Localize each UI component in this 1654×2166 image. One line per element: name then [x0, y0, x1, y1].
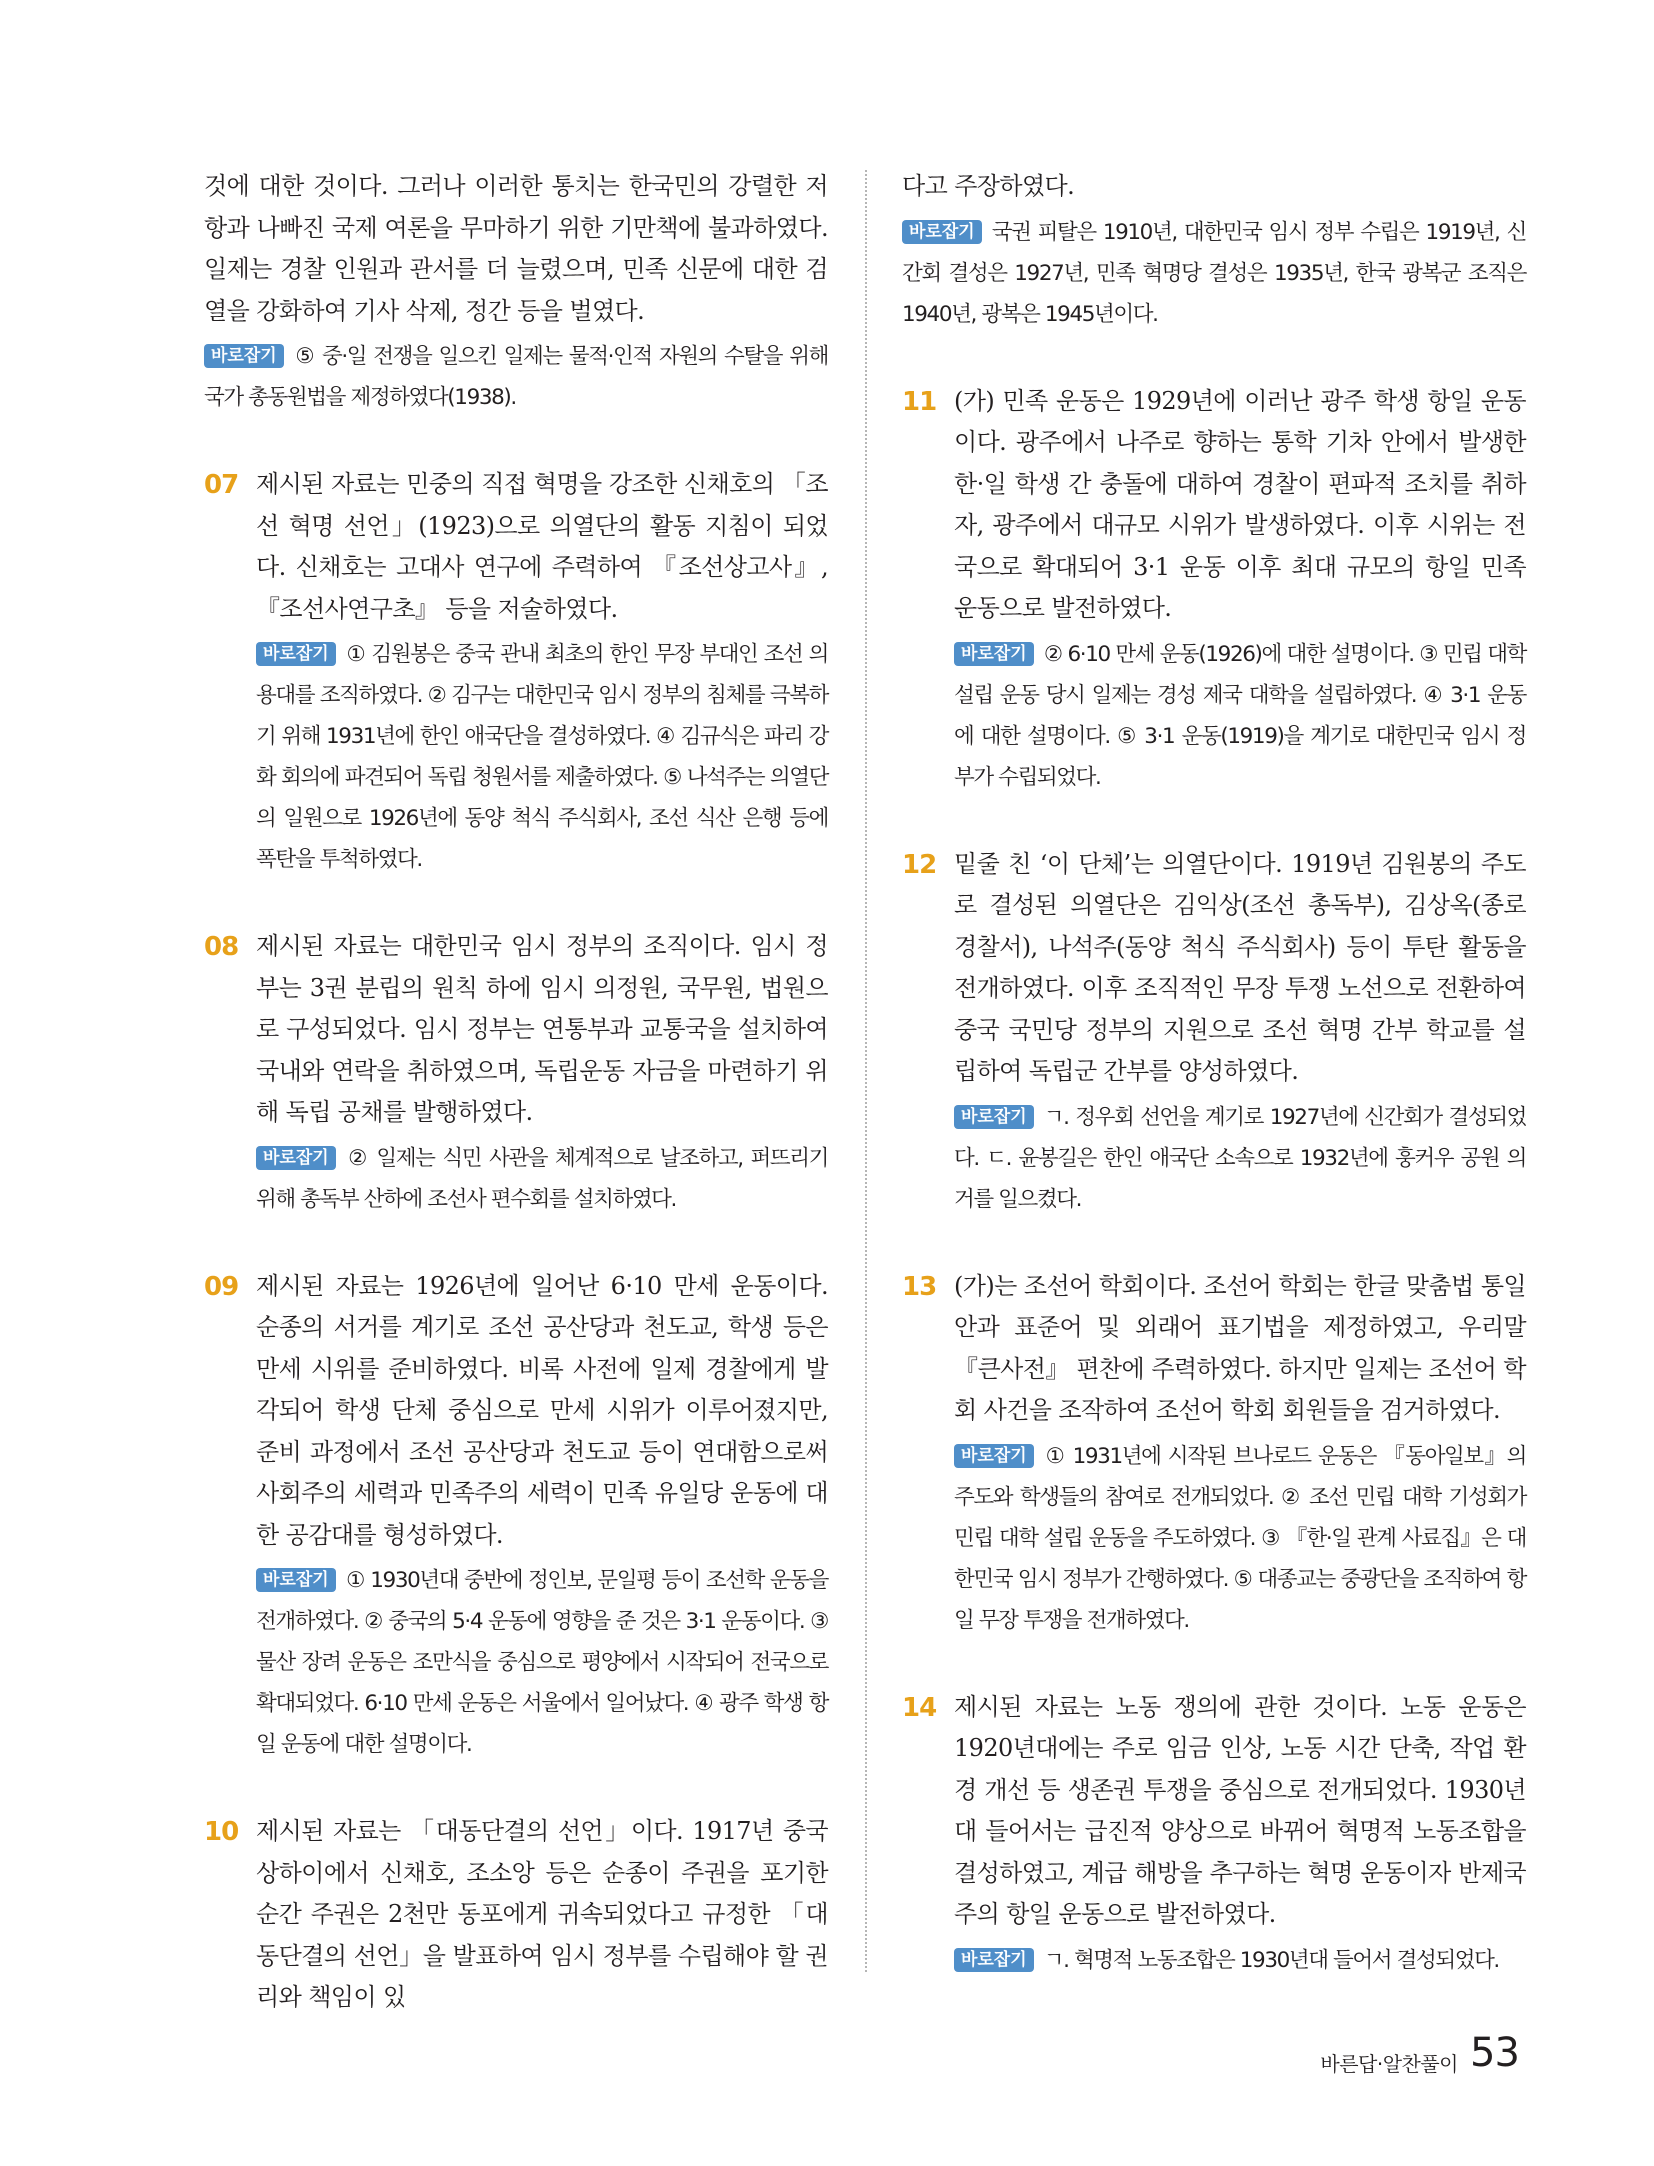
explanation-text: (가) 민족 운동은 1929년에 이러난 광주 학생 항일 운동이다. 광주에서 나주로 향하는 통학 기차 안에서 발생한 한·일 학생 간 충돌에 대하여 경찰이 편파적 조치를 취하자, 광주에서 대규모 시위가 발생하였다. 이후 시위는 전국으로 확대되어 3·1 운동 이후 최대 규모의 항일 민족 운동으로 발전하였다.: [954, 386, 1526, 622]
answer-10-continued: [902, 166, 1526, 335]
explanation-text: 제시된 자료는 대한민국 임시 정부의 조직이다. 임시 정부는 3권 분립의 원칙 하에 임시 의정원, 국무원, 법원으로 구성되었다. 임시 정부는 연통부과 교통국을 설치하여 국내와 연락을 취하였으며, 독립운동 자금을 마련하기 위해 독립 공채를 발행하였다.: [256, 932, 828, 1126]
correction-text: ㄱ. 혁명적 노동조합은 1930년대 들어서 결성되었다.: [1043, 1947, 1499, 1973]
answer-09: [204, 1266, 828, 1766]
answer-08: [204, 926, 828, 1220]
answer-07: [204, 464, 828, 880]
column-divider: [865, 170, 867, 1972]
explanation-text: 제시된 자료는 민중의 직접 혁명을 강조한 신채호의 「조선 혁명 선언」(1923)으로 의열단의 활동 지침이 되었다. 신채호는 고대사 연구에 주력하여 『조선상고사』, 『조선사연구초』 등을 저술하였다.: [256, 470, 828, 623]
correction-note: [204, 1138, 828, 1220]
explanation-text: 것에 대한 것이다. 그러나 이러한 통치는 한국민의 강렬한 저항과 나빠진 국제 여론을 무마하기 위한 기만책에 불과하였다. 일제는 경찰 인원과 관서를 더 늘렸으며, 민족 신문에 대한 검열을 강화하여 기사 삭제, 정간 등을 벌였다.: [204, 172, 828, 325]
correction-text: ① 1930년대 중반에 정인보, 문일평 등이 조선학 운동을 전개하였다. ② 중국의 5·4 운동에 영향을 준 것은 3·1 운동이다. ③ 물산 장려 운동은 조만식을 중심으로 평양에서 시작되어 전국으로 확대되었다. 6·10 만세 운동은 서울에서 일어났다. ④ 광주 학생 항일 운동에 대한 설명이다.: [256, 1568, 828, 1757]
answer-11: [902, 381, 1526, 798]
question-number: 10: [204, 1817, 239, 1847]
question-number: 08: [204, 932, 239, 962]
correction-text: ① 1931년에 시작된 브나로드 운동은 『동아일보』의 주도와 학생들의 참여로 전개되었다. ② 조선 민립 대학 기성회가 민립 대학 설립 운동을 주도하였다. ③ 『한·일 관계 사료집』은 대한민국 임시 정부가 간행하였다. ⑤ 대종교는 중광단을 조직하여 항일 무장 투쟁을 전개하였다.: [954, 1443, 1526, 1633]
question-number: 09: [204, 1271, 239, 1302]
correction-note: [204, 634, 828, 880]
correction-badge: 바로잡기: [256, 1568, 336, 1592]
explanation-text: 밑줄 친 ‘이 단체’는 의열단이다. 1919년 김원봉의 주도로 결성된 의열단은 김익상(조선 총독부), 김상옥(종로 경찰서), 나석주(동양 척식 주식회사) 등이 투탄 활동을 전개하였다. 이후 조직적인 무장 투쟁 노선으로 전환하여 중국 국민당 정부의 지원으로 조선 혁명 간부 학교를 설립하여 독립군 간부를 양성하였다.: [954, 849, 1526, 1085]
correction-badge: 바로잡기: [204, 344, 284, 368]
explanation-text: 다고 주장하였다.: [902, 172, 1075, 200]
answer-06-continued: [204, 166, 828, 418]
correction-text: ② 6·10 만세 운동(1926)에 대한 설명이다. ③ 민립 대학 설립 운동 당시 일제는 경성 제국 대학을 설립하였다. ④ 3·1 운동에 대한 설명이다. ⑤ 3·1 운동(1919)을 계기로 대한민국 임시 정부가 수립되었다.: [954, 641, 1526, 790]
correction-badge: 바로잡기: [256, 642, 336, 666]
explanation-text: 제시된 자료는 1926년에 일어난 6·10 만세 운동이다. 순종의 서거를 계기로 조선 공산당과 천도교, 학생 등은 만세 시위를 준비하였다. 비록 사전에 일제 경찰에게 발각되어 학생 단체 중심으로 만세 시위가 이루어졌지만, 준비 과정에서 조선 공산당과 천도교 등이 연대함으로써 사회주의 세력과 민족주의 세력이 민족 유일당 운동에 대한 공감대를 형성하였다.: [256, 1271, 828, 1549]
question-number: 07: [204, 470, 239, 500]
correction-text: ⑤ 중·일 전쟁을 일으킨 일제는 물적·인적 자원의 수탈을 위해 국가 총동원법을 제정하였다(1938).: [204, 344, 828, 410]
correction-badge: 바로잡기: [954, 1444, 1034, 1468]
correction-badge: 바로잡기: [256, 1146, 336, 1170]
left-column: [204, 166, 828, 2019]
question-number: 11: [902, 386, 937, 417]
correction-note: [902, 212, 1526, 335]
correction-note: [902, 1097, 1526, 1220]
correction-badge: 바로잡기: [902, 220, 982, 244]
correction-text: ㄱ. 정우회 선언을 계기로 1927년에 신간회가 결성되었다. ㄷ. 윤봉길은 한인 애국단 소속으로 1932년에 훙커우 공원 의거를 일으켰다.: [954, 1104, 1526, 1212]
correction-note: [902, 1436, 1526, 1641]
answer-12: [902, 844, 1526, 1220]
right-column: [902, 166, 1526, 1981]
correction-note: [204, 1560, 828, 1765]
correction-text: 국권 피탈은 1910년, 대한민국 임시 정부 수립은 1919년, 신간회 결성은 1927년, 민족 혁명당 결성은 1935년, 한국 광복군 조직은 1940년, 광복은 1945년이다.: [902, 219, 1526, 327]
explanation-text: (가)는 조선어 학회이다. 조선어 학회는 한글 맞춤법 통일안과 표준어 및 외래어 표기법을 제정하였고, 우리말 『큰사전』 편찬에 주력하였다. 하지만 일제는 조선어 학회 사건을 조작하여 조선어 학회 회원들을 검거하였다.: [954, 1271, 1526, 1424]
correction-text: ② 일제는 식민 사관을 체계적으로 날조하고, 퍼뜨리기 위해 총독부 산하에 조선사 편수회를 설치하였다.: [256, 1145, 828, 1212]
answer-14: [902, 1687, 1526, 1981]
correction-note: [902, 634, 1526, 798]
explanation-text: 제시된 자료는 「대동단결의 선언」이다. 1917년 중국 상하이에서 신채호, 조소앙 등은 순종이 주권을 포기한 순간 주권은 2천만 동포에게 귀속되었다고 규정한 「대동단결의 선언」을 발표하여 임시 정부를 수립해야 할 권리와 책임이 있: [256, 1817, 828, 2011]
question-number: 14: [902, 1692, 937, 1723]
correction-badge: 바로잡기: [954, 642, 1034, 666]
correction-badge: 바로잡기: [954, 1948, 1034, 1972]
page-number: 53: [1470, 2030, 1519, 2076]
explanation-text: 제시된 자료는 노동 쟁의에 관한 것이다. 노동 운동은 1920년대에는 주로 임금 인상, 노동 시간 단축, 작업 환경 개선 등 생존권 투쟁을 중심으로 전개되었다. 1930년대 들어서는 급진적 양상으로 바뀌어 혁명적 노동조합을 결성하였고, 계급 해방을 추구하는 혁명 운동이자 반제국주의 항일 운동으로 발전하였다.: [954, 1692, 1526, 1928]
footer-label: 바른답·알찬풀이: [1320, 2052, 1458, 2076]
correction-note: [902, 1940, 1526, 1981]
correction-badge: 바로잡기: [954, 1105, 1034, 1129]
question-number: 13: [902, 1271, 937, 1302]
correction-note: [204, 336, 828, 418]
correction-text: ① 김원봉은 중국 관내 최초의 한인 무장 부대인 조선 의용대를 조직하였다. ② 김구는 대한민국 임시 정부의 침체를 극복하기 위해 1931년에 한인 애국단을 결성하였다. ④ 김규식은 파리 강화 회의에 파견되어 독립 청원서를 제출하였다. ⑤ 나석주는 의열단의 일원으로 1926년에 동양 척식 주식회사, 조선 식산 은행 등에 폭탄을 투척하였다.: [256, 642, 828, 872]
question-number: 12: [902, 849, 937, 880]
answer-13: [902, 1266, 1526, 1641]
answer-10: [204, 1811, 828, 2019]
